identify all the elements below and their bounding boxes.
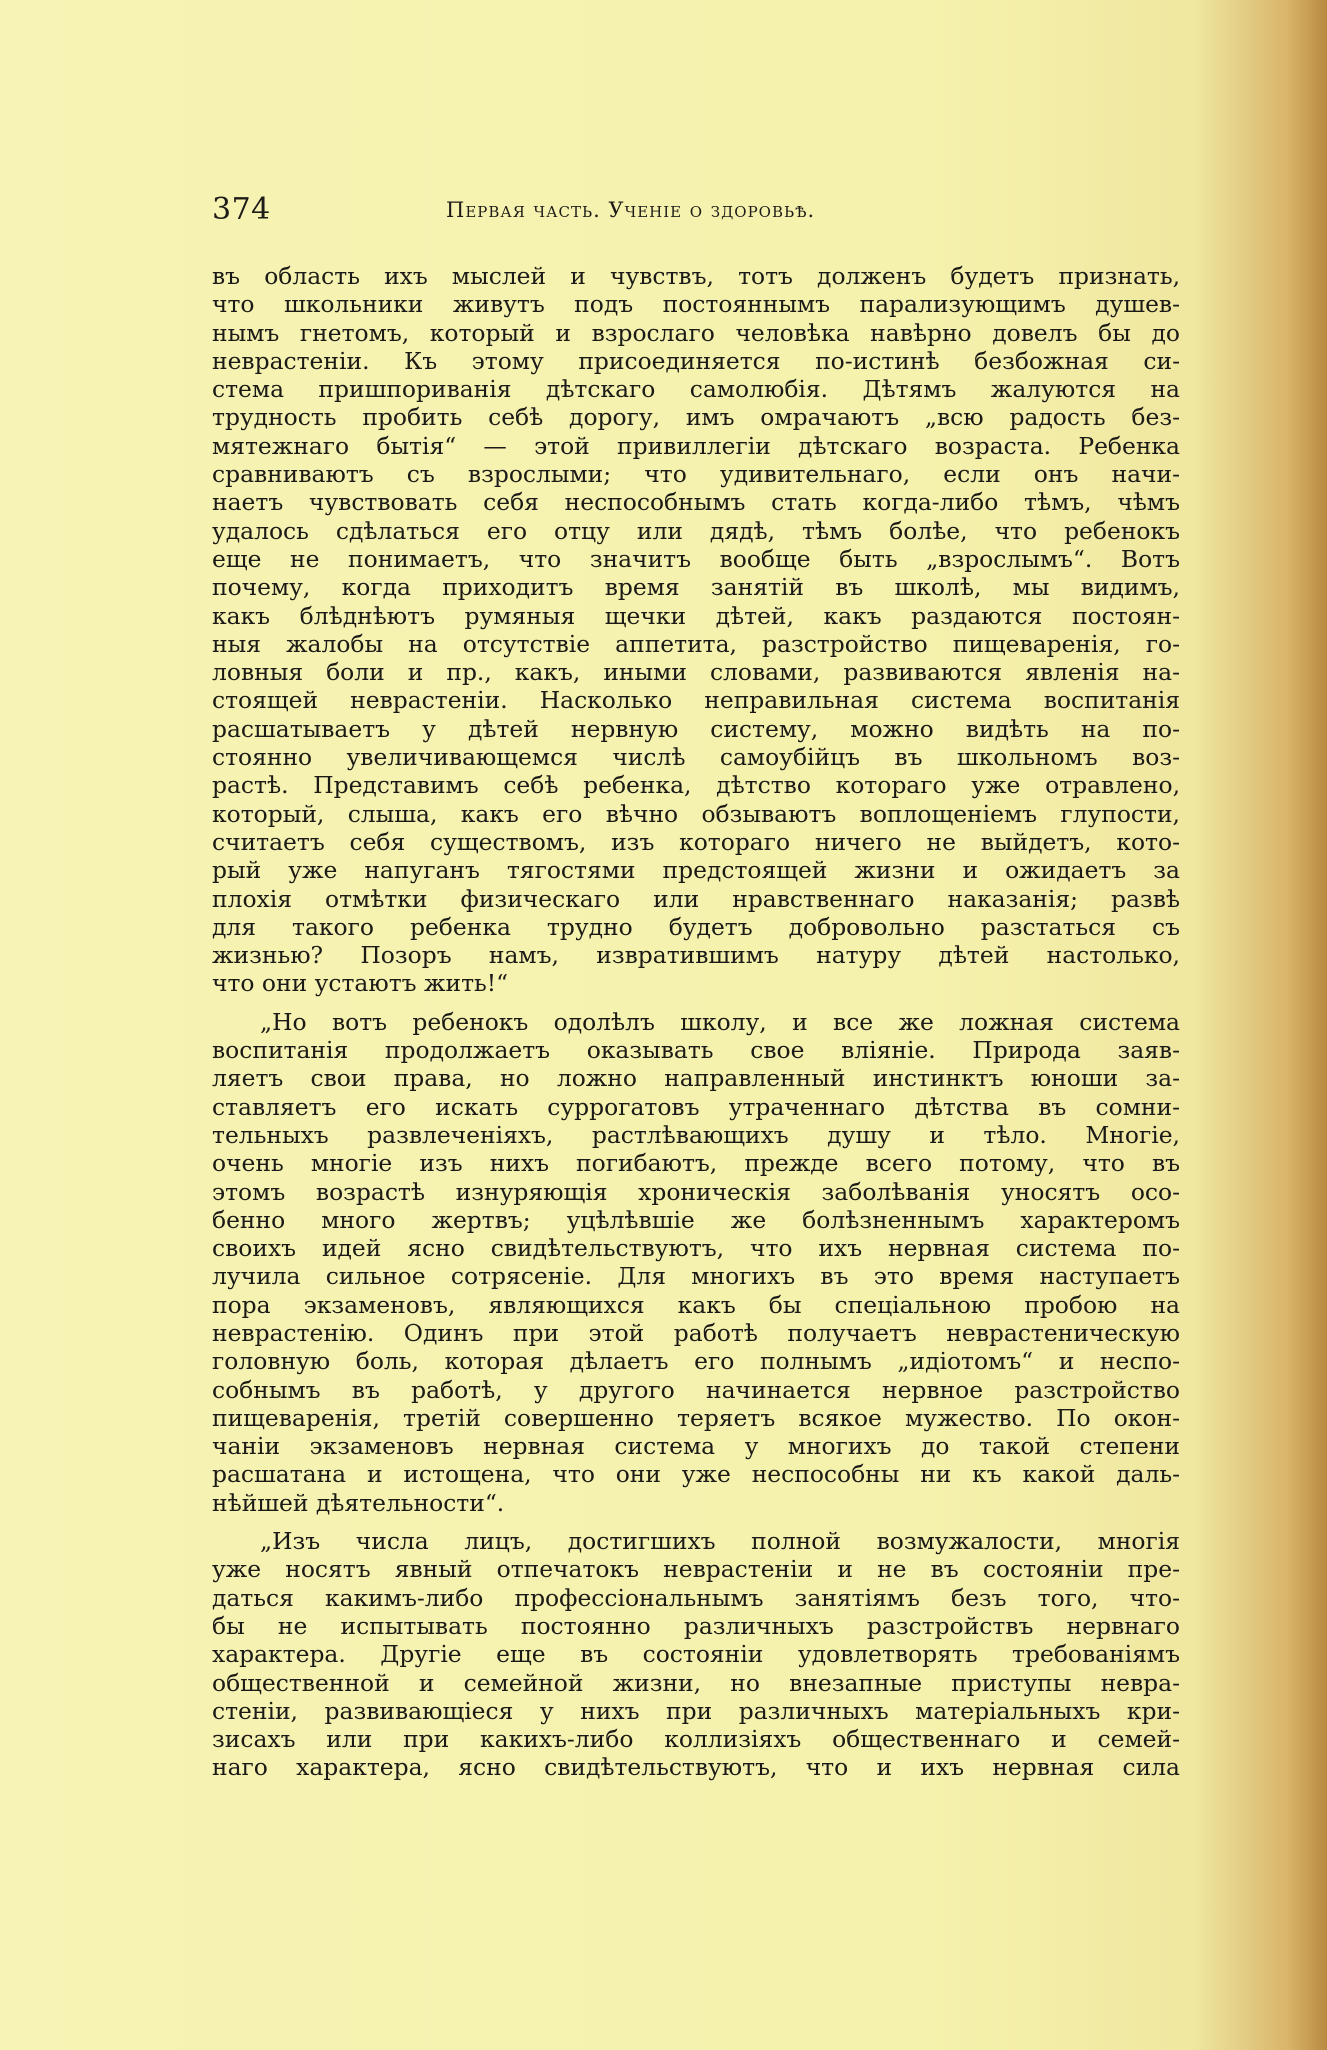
text-line: плохія отмѣтки физическаго или нравственнаго наказанія; развѣ: [212, 884, 1180, 913]
text-line: неврастенію. Одинъ при этой работѣ получаетъ неврастеническую: [212, 1318, 1180, 1347]
paragraph: [212, 262, 1180, 998]
text-line: стема пришпориванія дѣтскаго самолюбія. Дѣтямъ жалуются на: [212, 375, 1180, 404]
text-line: стоящей неврастеніи. Насколько неправильная система воспитанія: [212, 686, 1180, 715]
page-number: 374: [212, 192, 271, 227]
text-line: ставляетъ его искать суррогатовъ утраченнаго дѣтства въ сомни-: [212, 1092, 1180, 1121]
text-line: жизнью? Позоръ намъ, извратившимъ натуру дѣтей настолько,: [212, 941, 1180, 970]
text-line: мятежнаго бытія“ — этой привиллегіи дѣтскаго возраста. Ребенка: [212, 431, 1180, 460]
text-line: ловныя боли и пр., какъ, иными словами, развиваются явленія на-: [212, 658, 1180, 687]
text-line: расшатываетъ у дѣтей нервную систему, можно видѣть на по-: [212, 714, 1180, 743]
text-line: тельныхъ развлеченіяхъ, растлѣвающихъ душу и тѣло. Многіе,: [212, 1120, 1180, 1149]
text-line: общественной и семейной жизни, но внезапные приступы невра-: [212, 1668, 1180, 1697]
text-line: еще не понимаетъ, что значитъ вообще быть „взрослымъ“. Вотъ: [212, 544, 1180, 573]
text-line: расшатана и истощена, что они уже неспособны ни къ какой даль-: [212, 1460, 1180, 1489]
text-line: лучила сильное сотрясеніе. Для многихъ въ это время наступаетъ: [212, 1262, 1180, 1291]
text-line: воспитанія продолжаетъ оказывать свое вліяніе. Природа заяв-: [212, 1036, 1180, 1065]
text-line: чаніи экзаменовъ нервная система у многихъ до такой степени: [212, 1432, 1180, 1461]
text-line: удалось сдѣлаться его отцу или дядѣ, тѣмъ болѣе, что ребенокъ: [212, 516, 1180, 545]
text-line: нымъ гнетомъ, который и взрослаго человѣка навѣрно довелъ бы до: [212, 318, 1180, 347]
running-head: Первая часть. Ученіе о здоровьѣ.: [446, 198, 816, 222]
text-line: „Но вотъ ребенокъ одолѣлъ школу, и все же ложная система: [260, 1007, 1180, 1036]
text-line: трудность пробить себѣ дорогу, имъ омрачаютъ „всю радость без-: [212, 403, 1180, 432]
text-line: что школьники живутъ подъ постояннымъ парализующимъ душев-: [212, 290, 1180, 319]
text-line: пищеваренія, третій совершенно теряетъ всякое мужество. По окон-: [212, 1403, 1180, 1432]
paragraph: [212, 1008, 1180, 1517]
body-text: [212, 262, 1180, 1782]
page-header: [212, 192, 972, 232]
text-line: сравниваютъ съ взрослыми; что удивительнаго, если онъ начи-: [212, 460, 1180, 489]
text-line: этомъ возрастѣ изнуряющія хроническія заболѣванія уносятъ осо-: [212, 1177, 1180, 1206]
text-line: своихъ идей ясно свидѣтельствуютъ, что ихъ нервная система по-: [212, 1234, 1180, 1263]
text-line: очень многіе изъ нихъ погибаютъ, прежде всего потому, что въ: [212, 1149, 1180, 1178]
text-line: наго характера, ясно свидѣтельствуютъ, что и ихъ нервная сила: [212, 1753, 1180, 1782]
text-line: зисахъ или при какихъ-либо коллизіяхъ общественнаго и семей-: [212, 1725, 1180, 1754]
text-line: даться какимъ-либо профессіональнымъ занятіямъ безъ того, что-: [212, 1583, 1180, 1612]
text-line: неврастеніи. Къ этому присоединяется по-истинѣ безбожная си-: [212, 346, 1180, 375]
text-line: стеніи, развивающіеся у нихъ при различныхъ матеріальныхъ кри-: [212, 1696, 1180, 1725]
text-line: для такого ребенка трудно будетъ добровольно разстаться съ: [212, 912, 1180, 941]
text-line: растѣ. Представимъ себѣ ребенка, дѣтство котораго уже отравлено,: [212, 771, 1180, 800]
text-line: собнымъ въ работѣ, у другого начинается нервное разстройство: [212, 1375, 1180, 1404]
text-line: что они устаютъ жить!“: [212, 969, 509, 998]
text-line: ныя жалобы на отсутствіе аппетита, разстройство пищеваренія, го-: [212, 629, 1180, 658]
text-line: бы не испытывать постоянно различныхъ разстройствъ нервнаго: [212, 1611, 1180, 1640]
text-line: въ область ихъ мыслей и чувствъ, тотъ долженъ будетъ признать,: [212, 262, 1180, 290]
text-line: уже носятъ явный отпечатокъ неврастеніи и не въ состояніи пре-: [212, 1555, 1180, 1584]
text-line: ляетъ свои права, но ложно направленный инстинктъ юноши за-: [212, 1064, 1180, 1093]
text-line: почему, когда приходитъ время занятій въ школѣ, мы видимъ,: [212, 573, 1180, 602]
text-line: характера. Другіе еще въ состояніи удовлетворять требованіямъ: [212, 1640, 1180, 1669]
text-line: наетъ чувствовать себя неспособнымъ стать когда-либо тѣмъ, чѣмъ: [212, 488, 1180, 517]
text-line: бенно много жертвъ; уцѣлѣвшіе же болѣзненнымъ характеромъ: [212, 1205, 1180, 1234]
text-line: „Изъ числа лицъ, достигшихъ полной возмужалости, многія: [260, 1527, 1180, 1556]
text-line: головную боль, которая дѣлаетъ его полнымъ „идіотомъ“ и неспо-: [212, 1347, 1180, 1376]
text-line: пора экзаменовъ, являющихся какъ бы спеціальною пробою на: [212, 1290, 1180, 1319]
text-line: рый уже напуганъ тягостями предстоящей жизни и ожидаетъ за: [212, 856, 1180, 885]
paragraph: [212, 1527, 1180, 1782]
text-line: какъ блѣднѣютъ румяныя щечки дѣтей, какъ раздаются постоян-: [212, 601, 1180, 630]
text-line: нѣйшей дѣятельности“.: [212, 1488, 505, 1517]
text-line: стоянно увеличивающемся числѣ самоубійцъ въ школьномъ воз-: [212, 743, 1180, 772]
text-line: который, слыша, какъ его вѣчно обзываютъ воплощеніемъ глупости,: [212, 799, 1180, 828]
text-line: считаетъ себя существомъ, изъ котораго ничего не выйдетъ, кото-: [212, 827, 1180, 856]
